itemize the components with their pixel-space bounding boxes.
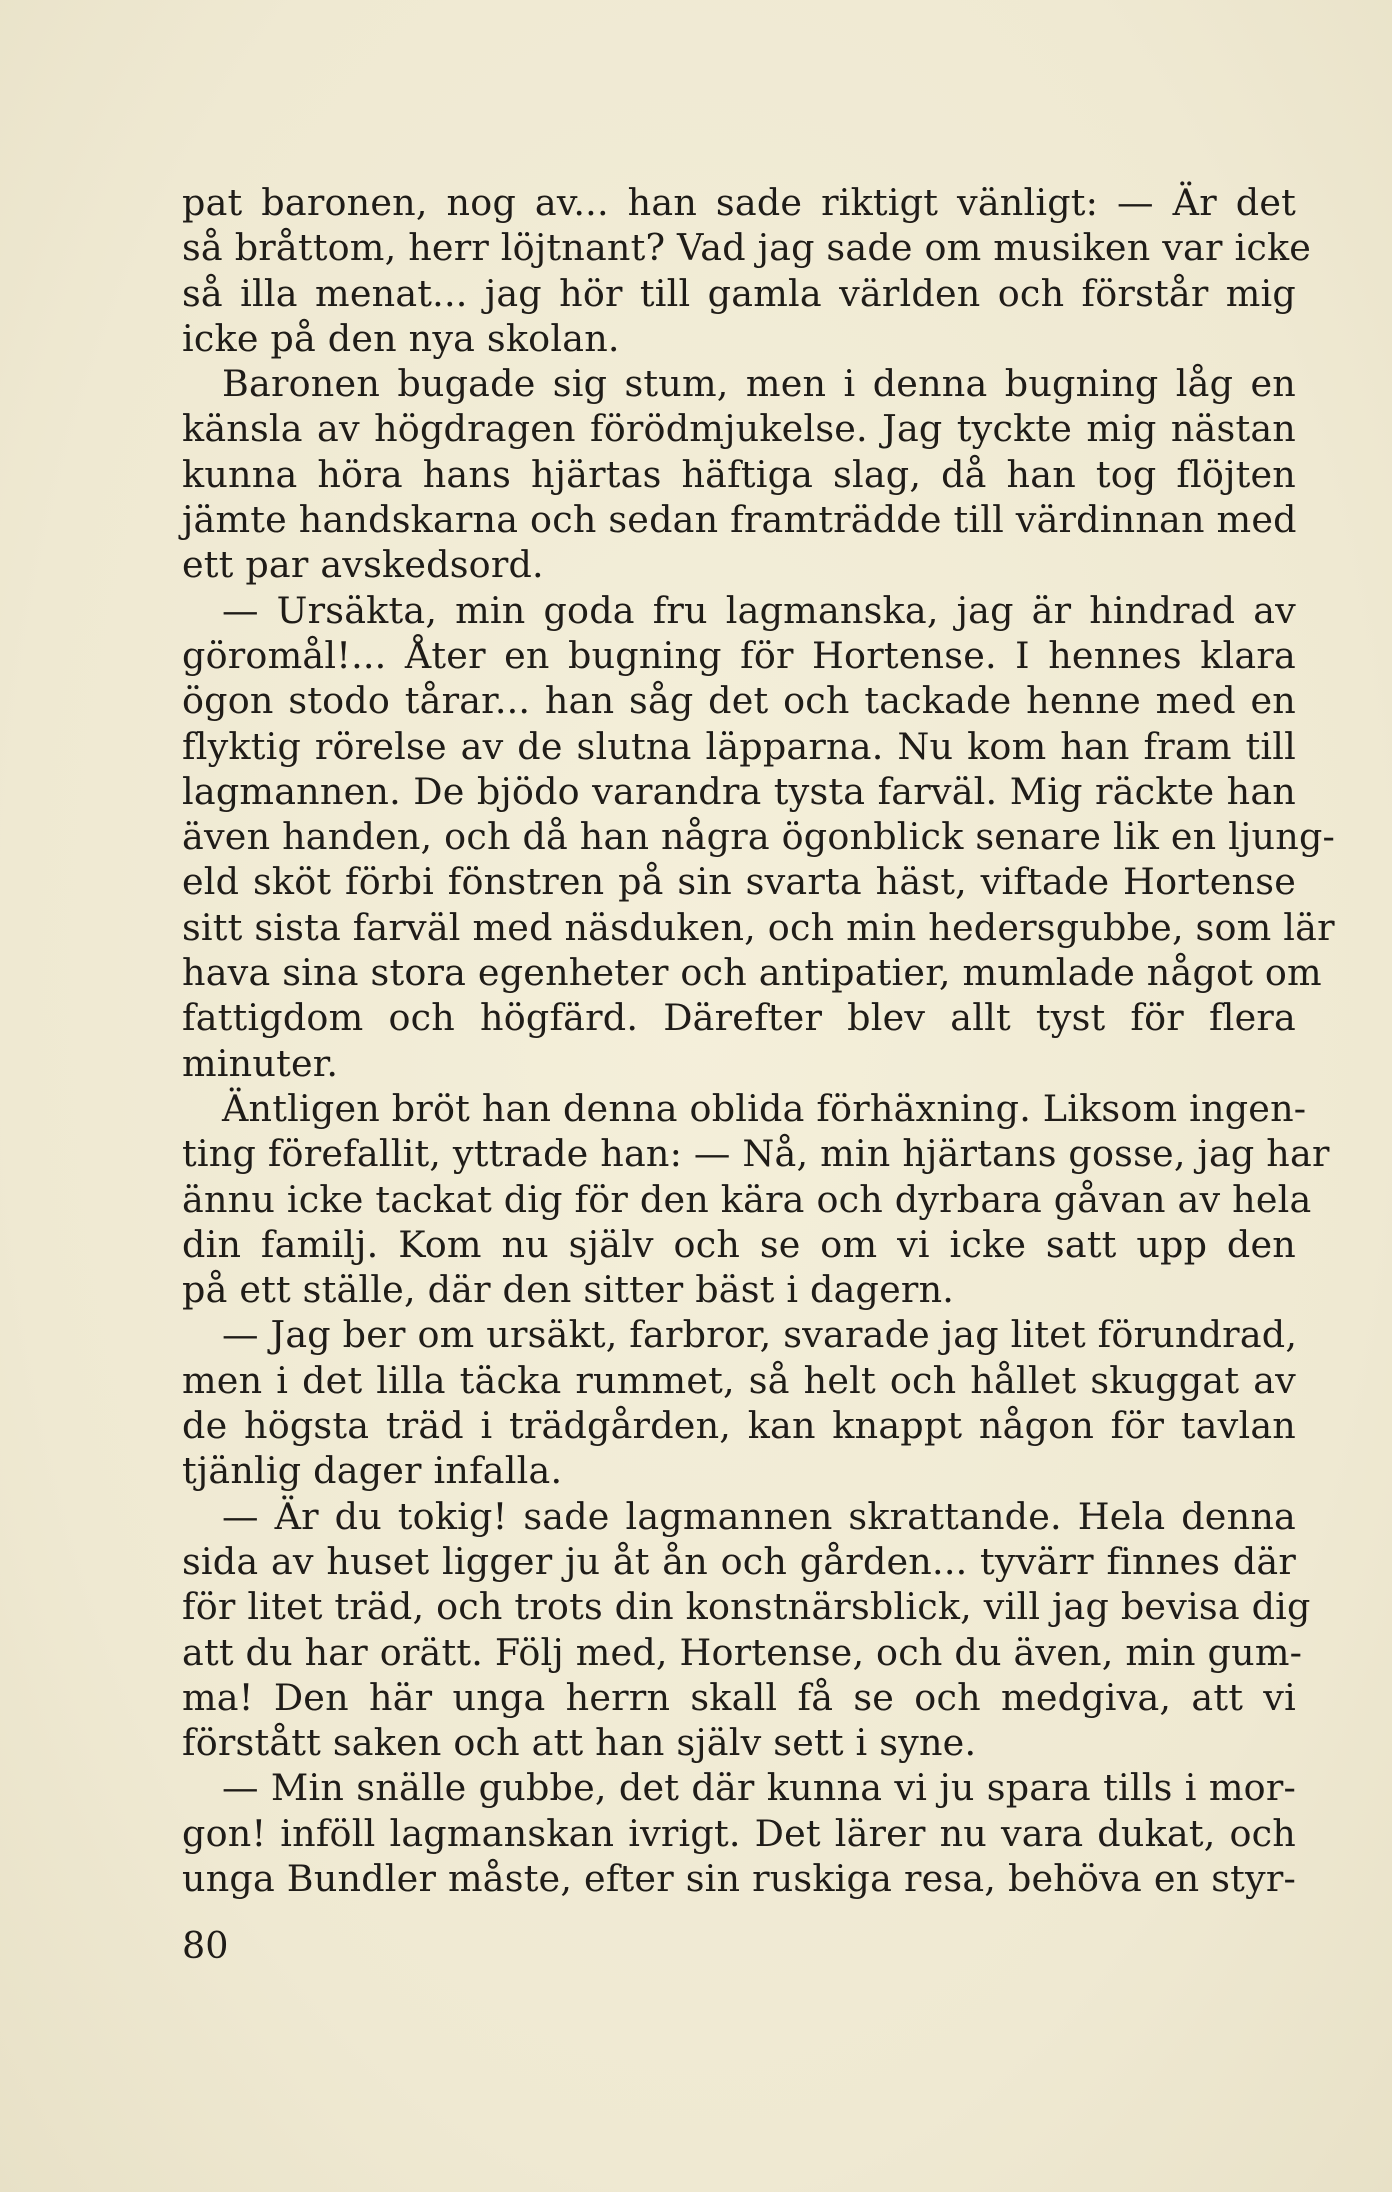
text-line: Äntligen bröt han denna oblida förhäxning. Liksom ingen-: [222, 1086, 1307, 1130]
text-line: — Jag ber om ursäkt, farbror, svarade jag litet förundrad,: [222, 1313, 1298, 1357]
text-line: känsla av högdragen förödmjukelse. Jag tyckte mig nästan: [182, 407, 1296, 451]
text-line: ännu icke tackat dig för den kära och dyrbara gåvan av hela: [182, 1177, 1312, 1221]
text-line: men i det lilla täcka rummet, så helt och hållet skuggat av: [182, 1358, 1296, 1402]
text-line: eld sköt förbi fönstren på sin svarta häst, viftade Hortense: [182, 860, 1296, 904]
text-line: ting förefallit, yttrade han: — Nå, min hjärtans gosse, jag har: [182, 1132, 1330, 1176]
text-line: — Är du tokig! sade lagmannen skrattande. Hela denna: [222, 1494, 1296, 1538]
text-line: Baronen bugade sig stum, men i denna bugning låg en: [222, 362, 1296, 406]
text-line: unga Bundler måste, efter sin ruskiga resa, behöva en styr-: [182, 1856, 1296, 1900]
text-line: ett par avskedsord.: [182, 543, 544, 587]
text-line: göromål!... Åter en bugning för Hortense. I hennes klara: [182, 633, 1296, 677]
text-line: ögon stodo tårar... han såg det och tackade henne med en: [182, 679, 1296, 723]
text-line: tjänlig dager infalla.: [182, 1449, 563, 1493]
text-line: för litet träd, och trots din konstnärsblick, vill jag bevisa dig: [182, 1585, 1311, 1629]
text-line: — Min snälle gubbe, det där kunna vi ju spara tills i mor-: [222, 1766, 1296, 1810]
text-line: förstått saken och att han själv sett i syne.: [182, 1721, 977, 1765]
text-line: pat baronen, nog av... han sade riktigt vänligt: — Är det: [182, 181, 1296, 224]
text-line: även handen, och då han några ögonblick senare lik en ljung-: [182, 815, 1336, 859]
text-line: fattigdom och högfärd. Därefter blev allt tyst för flera: [182, 996, 1296, 1040]
text-line: kunna höra hans hjärtas häftiga slag, då han tog flöjten: [182, 452, 1296, 496]
text-line: att du har orätt. Följ med, Hortense, och du även, min gum-: [182, 1630, 1303, 1674]
text-line: jämte handskarna och sedan framträdde till värdinnan med: [182, 498, 1297, 542]
text-line: ma! Den här unga herrn skall få se och medgiva, att vi: [182, 1675, 1296, 1719]
text-line: så bråttom, herr löjtnant? Vad jag sade om musiken var icke: [182, 226, 1312, 270]
text-line: — Ursäkta, min goda fru lagmanska, jag är hindrad av: [222, 588, 1296, 632]
text-line: de högsta träd i trädgården, kan knappt någon för tavlan: [182, 1404, 1296, 1448]
text-line: minuter.: [182, 1041, 339, 1085]
text-line: lagmannen. De bjödo varandra tysta farväl. Mig räckte han: [182, 769, 1296, 813]
text-line: på ett ställe, där den sitter bäst i dagern.: [182, 1268, 955, 1312]
text-line: icke på den nya skolan.: [182, 316, 620, 360]
text-line: hava sina stora egenheter och antipatier, mumlade något om: [182, 951, 1322, 995]
text-line: flyktig rörelse av de slutna läpparna. Nu kom han fram till: [182, 724, 1296, 768]
text-line: gon! inföll lagmanskan ivrigt. Det lärer nu vara dukat, och: [182, 1811, 1296, 1855]
text-line: din familj. Kom nu själv och se om vi icke satt upp den: [182, 1222, 1296, 1266]
text-line: sitt sista farväl med näsduken, och min hedersgubbe, som lär: [182, 905, 1335, 949]
page-number: 80: [182, 1924, 229, 1967]
text-line: sida av huset ligger ju åt ån och gården... tyvärr finnes där: [182, 1539, 1296, 1583]
body-text: [182, 180, 1336, 1901]
text-line: så illa menat... jag hör till gamla världen och förstår mig: [182, 271, 1296, 315]
